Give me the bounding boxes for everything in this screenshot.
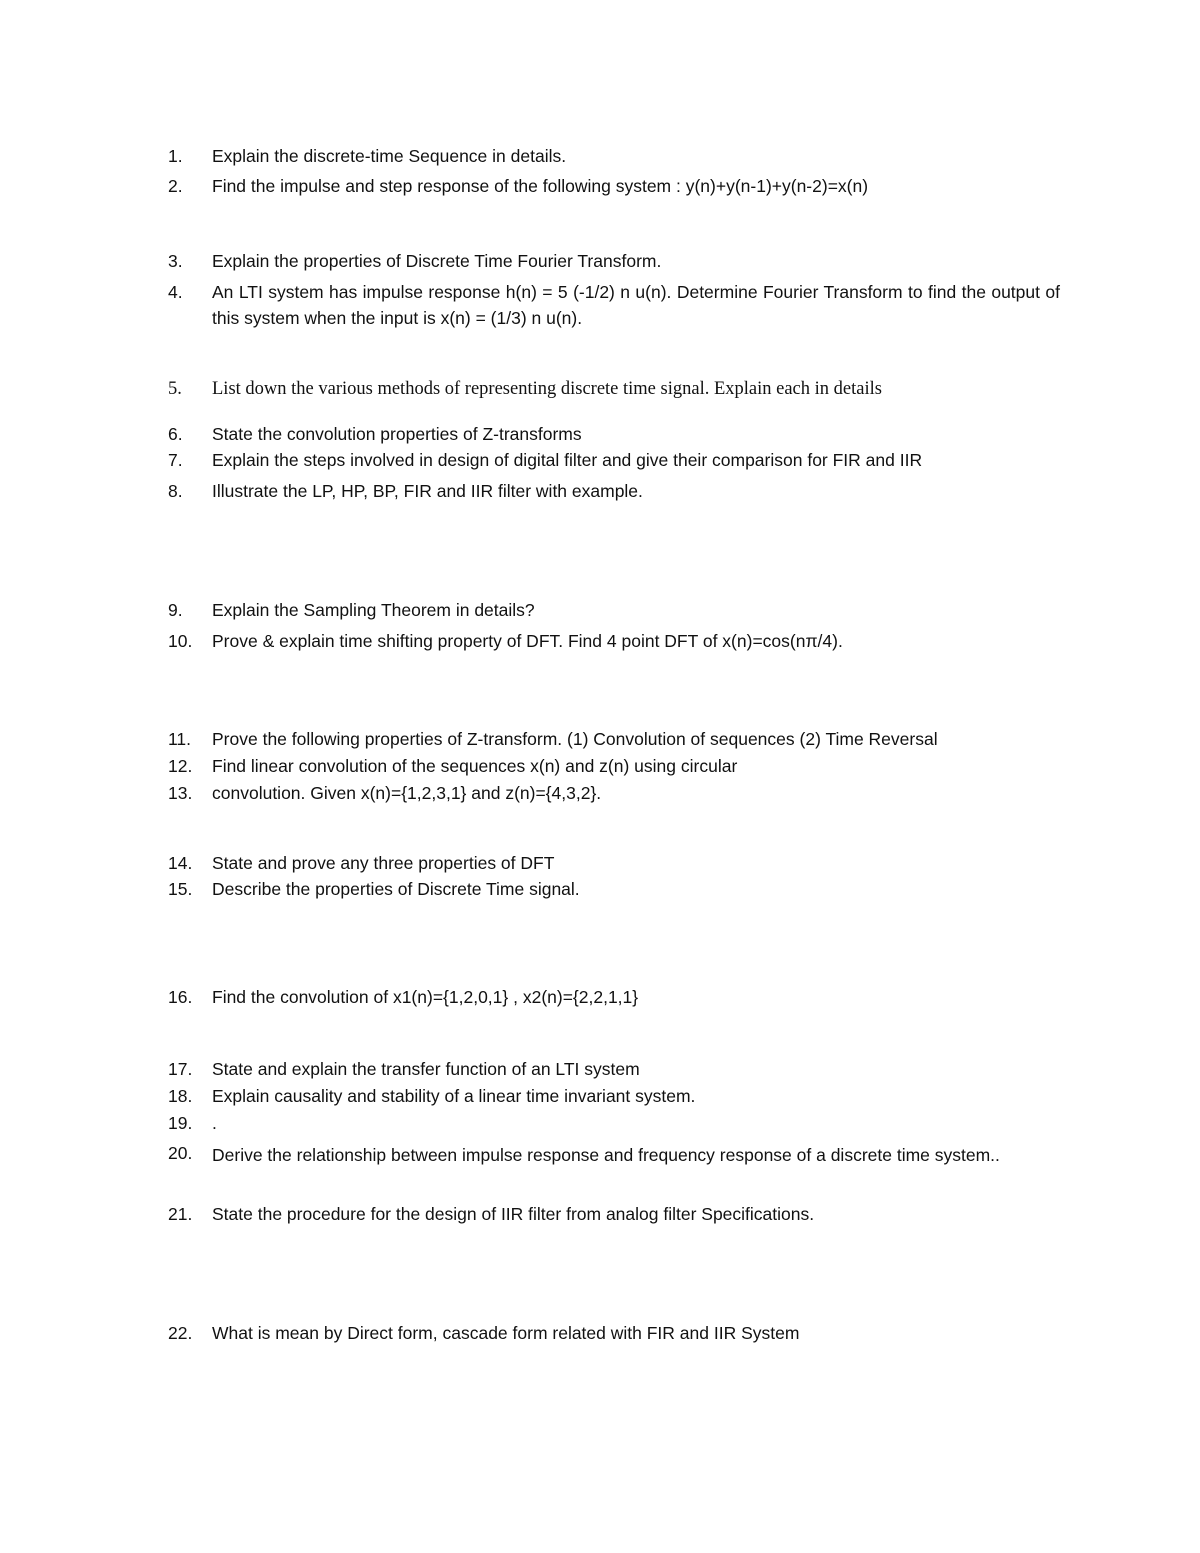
question-text: Describe the properties of Discrete Time signal.	[212, 879, 580, 899]
question-number: 2.	[168, 176, 183, 196]
question-number: 10.	[168, 631, 193, 651]
question-text: Derive the relationship between impulse response and frequency response of a discrete time system..	[212, 1145, 1000, 1165]
question-text: State and explain the transfer function of an LTI system	[212, 1059, 640, 1079]
question-number: 9.	[168, 600, 183, 620]
question-19	[168, 1110, 1060, 1136]
question-number: 16.	[168, 987, 193, 1007]
question-number: 14.	[168, 853, 193, 873]
question-number: 11.	[168, 729, 192, 749]
question-number: 8.	[168, 481, 183, 501]
question-20	[168, 1140, 1060, 1170]
question-number: 22.	[168, 1323, 193, 1343]
question-text: convolution. Given x(n)={1,2,3,1} and z(n)={4,3,2}.	[212, 783, 602, 803]
question-text: State and prove any three properties of DFT	[212, 853, 555, 873]
question-18	[168, 1083, 1060, 1109]
question-text: Find the convolution of x1(n)={1,2,0,1} , x2(n)={2,2,1,1}	[212, 987, 639, 1007]
question-6	[168, 421, 1060, 447]
question-number: 1.	[168, 146, 183, 166]
question-number: 13.	[168, 783, 193, 803]
question-text: State the procedure for the design of IIR filter from analog filter Specifications.	[212, 1204, 815, 1224]
question-text: .	[212, 1113, 217, 1133]
question-number: 5.	[168, 379, 182, 399]
question-9	[168, 597, 1060, 623]
question-15	[168, 876, 1060, 902]
question-14	[168, 850, 1060, 876]
question-text: Explain the properties of Discrete Time Fourier Transform.	[212, 251, 662, 271]
question-text: Prove the following properties of Z-transform. (1) Convolution of sequences (2) Time Reversal	[212, 729, 938, 749]
question-text: State the convolution properties of Z-transforms	[212, 424, 582, 444]
question-text: Explain causality and stability of a linear time invariant system.	[212, 1086, 696, 1106]
question-5	[168, 376, 1060, 402]
question-2	[168, 173, 1060, 199]
question-16	[168, 984, 1060, 1010]
question-3	[168, 248, 1060, 274]
question-number: 15.	[168, 879, 193, 899]
question-7	[168, 447, 1060, 473]
question-number: 17.	[168, 1059, 193, 1079]
question-text: Find linear convolution of the sequences x(n) and z(n) using circular	[212, 756, 738, 776]
question-10	[168, 628, 1060, 654]
question-number: 7.	[168, 450, 183, 470]
question-text: An LTI system has impulse response h(n) = 5 (-1/2) n u(n). Determine Fourier Transform to find the output of this system when the input is x(n) = (1/3) n u(n).	[212, 282, 1060, 328]
question-1	[168, 143, 1060, 169]
question-text: Explain the steps involved in design of digital filter and give their comparison for FIR and IIR	[212, 450, 923, 470]
question-8	[168, 478, 1060, 504]
question-11	[168, 726, 1060, 752]
question-number: 19.	[168, 1113, 193, 1133]
question-21	[168, 1201, 1060, 1227]
question-number: 4.	[168, 282, 183, 302]
question-text: Explain the discrete-time Sequence in details.	[212, 146, 567, 166]
question-13	[168, 780, 1060, 806]
question-number: 21.	[168, 1204, 193, 1224]
question-number: 12.	[168, 756, 193, 776]
question-text: List down the various methods of representing discrete time signal. Explain each in details	[212, 379, 882, 399]
question-text: Find the impulse and step response of the following system : y(n)+y(n-1)+y(n-2)=x(n)	[212, 176, 869, 196]
question-4	[168, 279, 1060, 331]
question-text: Explain the Sampling Theorem in details?	[212, 600, 535, 620]
question-number: 3.	[168, 251, 183, 271]
question-22	[168, 1320, 1060, 1346]
question-text: Prove & explain time shifting property of DFT. Find 4 point DFT of x(n)=cos(nπ/4).	[212, 631, 843, 651]
question-17	[168, 1056, 1060, 1082]
question-number: 6.	[168, 424, 183, 444]
question-text: What is mean by Direct form, cascade form related with FIR and IIR System	[212, 1323, 800, 1343]
question-number: 20.	[168, 1143, 193, 1163]
question-number: 18.	[168, 1086, 193, 1106]
question-12	[168, 753, 1060, 779]
question-text: Illustrate the LP, HP, BP, FIR and IIR filter with example.	[212, 481, 643, 501]
